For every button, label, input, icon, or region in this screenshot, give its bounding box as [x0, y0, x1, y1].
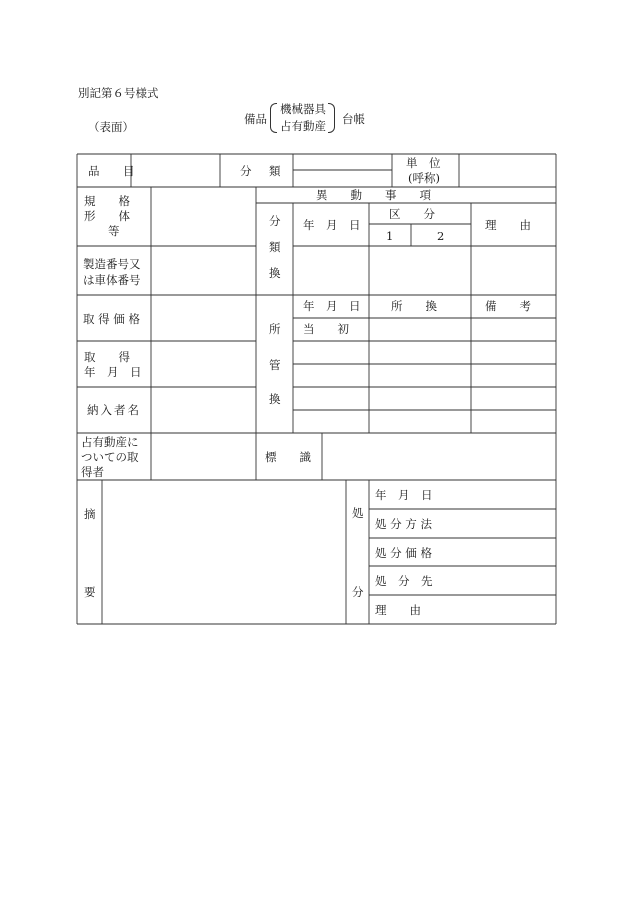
mgmt-char-1: 所 — [269, 322, 281, 336]
reclass-char-2: 類 — [269, 240, 281, 254]
spec-label-3: 等 — [108, 224, 120, 238]
acq-date-label-2: 年 月 日 — [84, 365, 142, 379]
reclass-char-3: 換 — [269, 266, 281, 280]
spec-label-1: 規 格 — [84, 194, 130, 208]
disposal-char-1: 処 — [352, 506, 364, 520]
serial-label-1: 製造番号又 — [83, 257, 141, 271]
disposal-char-2: 分 — [352, 585, 364, 599]
summary-char-1: 摘 — [84, 507, 96, 521]
change-matters-label: 異 動 事 項 — [316, 188, 431, 202]
title-option-1: 機械器具 — [280, 102, 326, 116]
disposal-reason-label: 理 由 — [375, 603, 421, 617]
division-1: 1 — [386, 229, 394, 243]
category-label: 分 類 — [240, 164, 284, 178]
acquirer-label-3: 得者 — [81, 465, 104, 479]
unit-label-sub: (呼称) — [408, 171, 440, 185]
division-2: 2 — [437, 229, 445, 243]
disposal-method-label: 処 分 方 法 — [375, 517, 432, 531]
acq-price-label: 取 得 価 格 — [83, 312, 140, 326]
remarks-label: 備 考 — [485, 299, 531, 313]
title-prefix: 備品 — [244, 112, 267, 126]
mgmt-char-3: 換 — [269, 392, 281, 406]
mgmt-char-2: 管 — [269, 358, 281, 372]
title-suffix: 台帳 — [342, 112, 365, 126]
date2-label: 年 月 日 — [303, 299, 361, 313]
disposal-destination-label: 処 分 先 — [375, 574, 433, 588]
supplier-label: 納入者名 — [87, 403, 141, 417]
unit-label: 単 位 — [406, 156, 441, 170]
form-number: 別記第６号様式 — [78, 86, 159, 100]
title-option-2: 占有動産 — [280, 119, 326, 133]
spec-label-2: 形 体 — [84, 209, 130, 223]
side-label: （表面） — [88, 120, 134, 134]
disposal-date-label: 年 月 日 — [375, 488, 433, 502]
reclass-char-1: 分 — [269, 214, 281, 228]
tag-label: 標 識 — [265, 450, 311, 464]
item-name-label: 品 目 — [88, 164, 141, 178]
acquirer-label-1: 占有動産に — [81, 435, 139, 449]
date-label: 年 月 日 — [303, 218, 361, 232]
reason-label: 理 由 — [485, 218, 531, 232]
location-change-label: 所 換 — [391, 299, 437, 313]
disposal-price-label: 処 分 価 格 — [375, 546, 432, 560]
serial-label-2: は車体番号 — [83, 273, 141, 287]
summary-char-2: 要 — [84, 585, 96, 599]
initial-label: 当 初 — [303, 322, 349, 336]
acquirer-label-2: ついての取 — [81, 450, 139, 464]
division-label: 区 分 — [389, 207, 435, 221]
acq-date-label-1: 取 得 — [84, 350, 130, 364]
